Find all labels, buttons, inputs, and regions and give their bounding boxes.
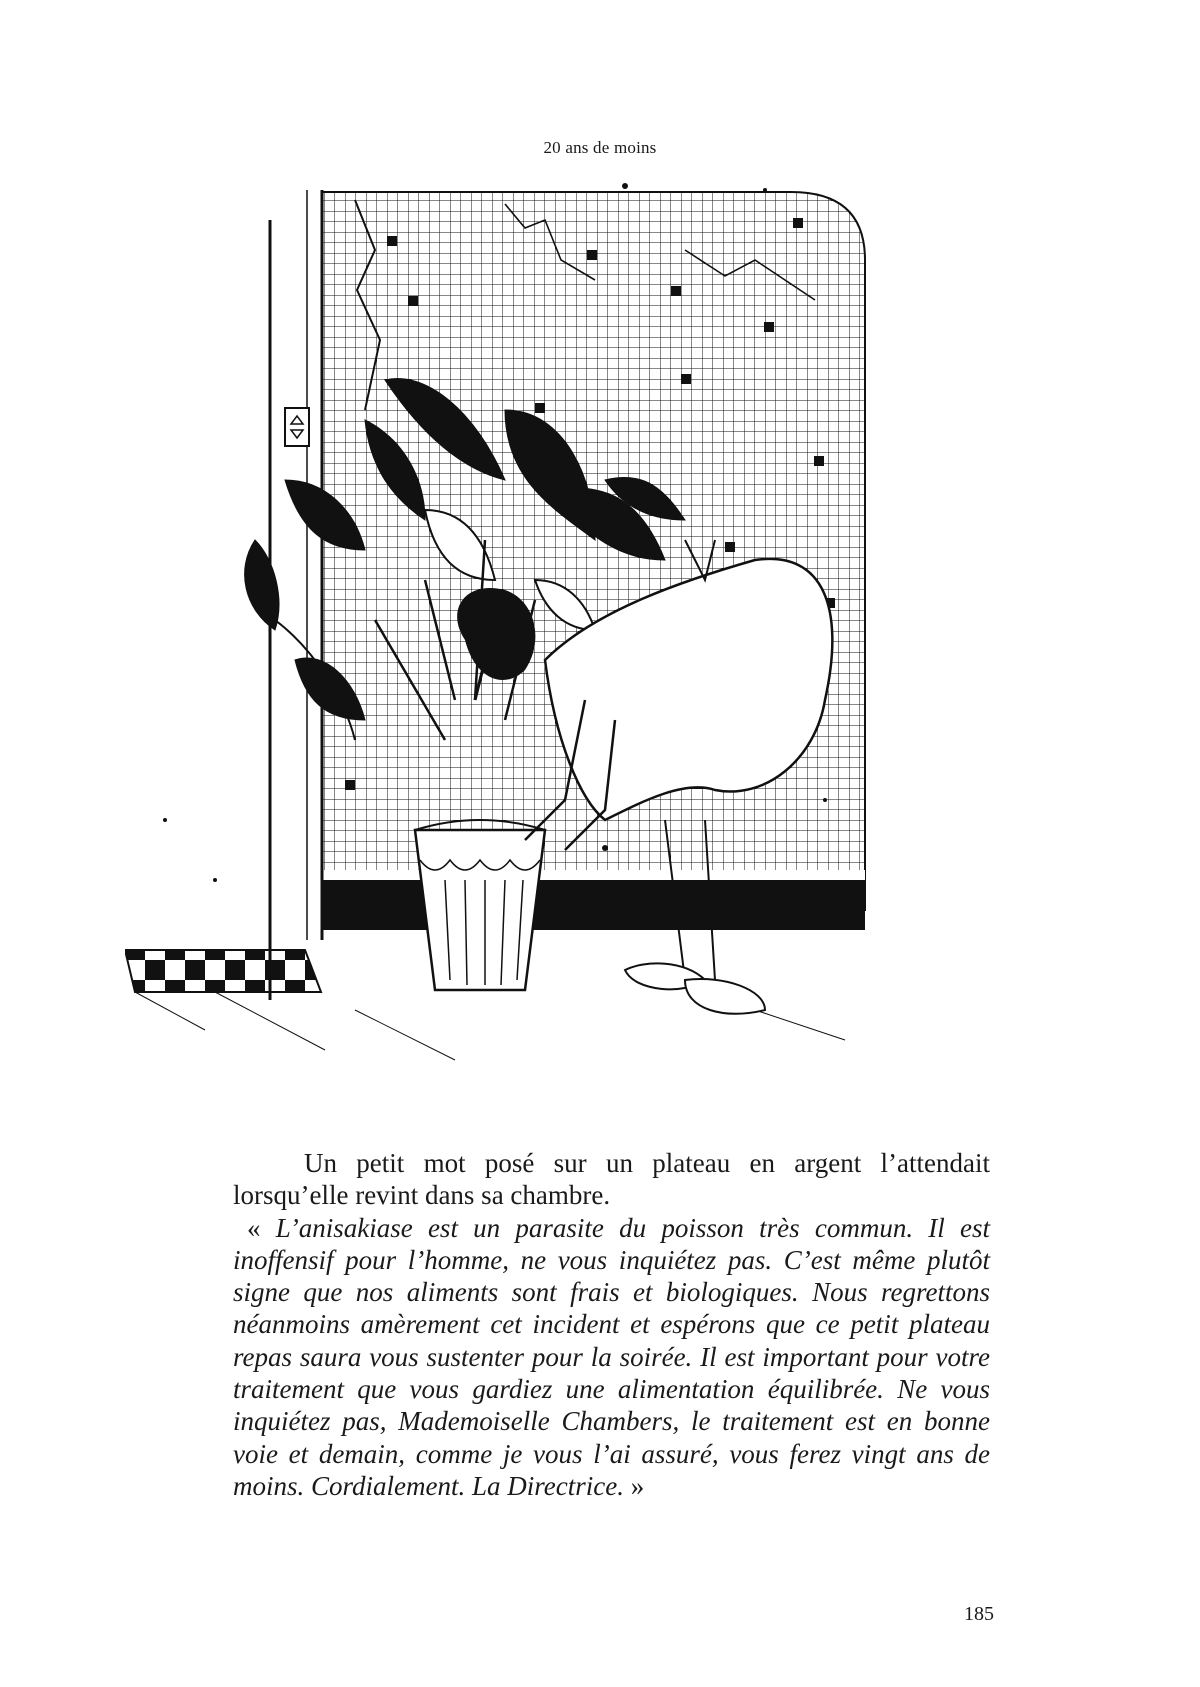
letter-text: L’anisakiase est un parasite du poisson très commun. Il est inoffensif pour l’homme, ne vous inquiétez pas. C’est même plutôt signe que nos aliments sont frais et biologiques. Nous regrettons néanmoins amèrement cet incident et espérons que ce petit plateau repas saura vous sustenter pour la soirée. Il est important pour votre traitement que vous gardiez une alimentation équilibrée. Ne vous inquiétez pas, Mademoiselle Chambers, le traitement est en bonne voie et demain, comme je vous l’ai assuré, vous ferez vingt ans de moins. Cordialement. La Directrice. <box>233 1212 991 1501</box>
running-title: 20 ans de moins <box>543 138 657 157</box>
body-text <box>233 1147 990 1502</box>
baseboard <box>322 880 865 930</box>
quote-close-mark: » <box>623 1470 645 1501</box>
ink-illustration <box>125 180 955 1110</box>
narrative-paragraph: Un petit mot posé sur un plateau en argent l’attendait lorsqu’elle revint dans sa chambre. <box>233 1148 990 1211</box>
letter-paragraph <box>233 1212 990 1503</box>
page-number: 185 <box>964 1603 994 1625</box>
quote-open-mark: « <box>247 1212 276 1243</box>
flower-pot <box>415 820 545 990</box>
